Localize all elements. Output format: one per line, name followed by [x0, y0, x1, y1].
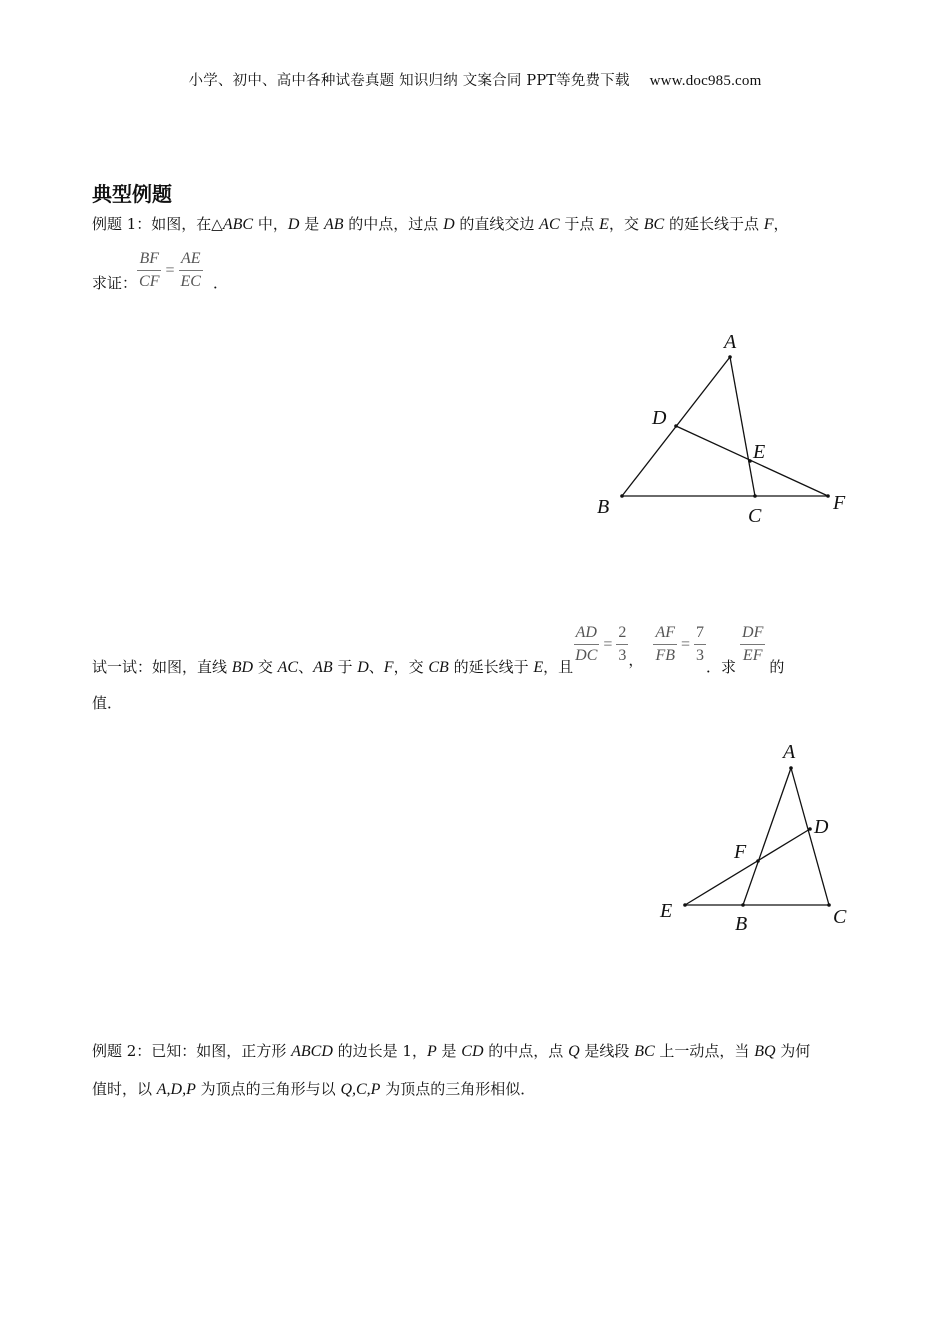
label-a: A — [724, 331, 737, 353]
label-d: D — [652, 407, 667, 429]
fraction-af-fb: $\frac{AF}{FB}$ — [655, 624, 675, 664]
try-it-figure — [650, 735, 870, 940]
section-title: 典型例题 — [92, 182, 172, 206]
label-e: E — [753, 441, 766, 463]
fraction-7-3: $\frac{7}{3}$ — [696, 624, 705, 664]
example2-line1: 例题 2：已知：如图，正方形 ABCD 的边长是 1，P 是 CD 的中点，点 Q 是线段 BC 上一动点，当 BQ 为何 — [92, 1042, 811, 1060]
header-text: 小学、初中、高中各种试卷真题 知识归纳 文案合同 PPT等免费下载 — [188, 73, 630, 89]
label-f: F — [833, 492, 846, 514]
fraction-ae-ec: $\frac{AE}{EC}$ — [180, 250, 201, 290]
fraction-bf-cf: $\frac{BF}{CF}$ — [139, 250, 160, 290]
example2-line2: 值时，以 A,D,P 为顶点的三角形与以 Q,C,P 为顶点的三角形相似． — [92, 1080, 536, 1098]
label-a: A — [783, 741, 796, 763]
header-site: www.doc985.com — [649, 73, 762, 89]
label-e: E — [660, 900, 673, 922]
label-c: C — [748, 505, 762, 527]
segment-ab — [743, 768, 791, 905]
label-c: C — [833, 906, 847, 928]
example1-statement: 例题 1：如图，在△ABC 中，D 是 AB 的中点，过点 D 的直线交边 AC 于点 E，交 BC 的延长线于点 F， — [92, 215, 789, 233]
label-b: B — [735, 913, 748, 935]
example1-prove: 求证： $\frac{BF}{CF}$ = $\frac{AE}{EC}$ ． — [92, 250, 228, 292]
segment-ac — [730, 357, 755, 496]
fraction-df-ef: $\frac{DF}{EF}$ — [742, 624, 764, 664]
page-header — [0, 69, 950, 90]
fraction-ad-dc: $\frac{AD}{DC}$ — [575, 624, 598, 664]
label-f: F — [734, 841, 747, 863]
example1-figure — [585, 325, 865, 535]
label-b: B — [597, 496, 610, 518]
label-d: D — [814, 816, 829, 838]
prove-label: 求证： — [92, 274, 138, 292]
fraction-2-3: $\frac{2}{3}$ — [618, 624, 627, 664]
segment-df — [676, 426, 828, 496]
try-it-line2: 值． — [92, 694, 123, 712]
try-it-statement: 试一试：如图，直线 BD 交 AC、AB 于 D、F，交 CB 的延长线于 E，且 $\frac{AD}{DC}$ = $\frac{2}{3}$ ， $\frac{AF}{FB}$ = $\frac{7}{3}$ ．求 $\frac{DF}{EF}$ 的 — [92, 624, 785, 676]
